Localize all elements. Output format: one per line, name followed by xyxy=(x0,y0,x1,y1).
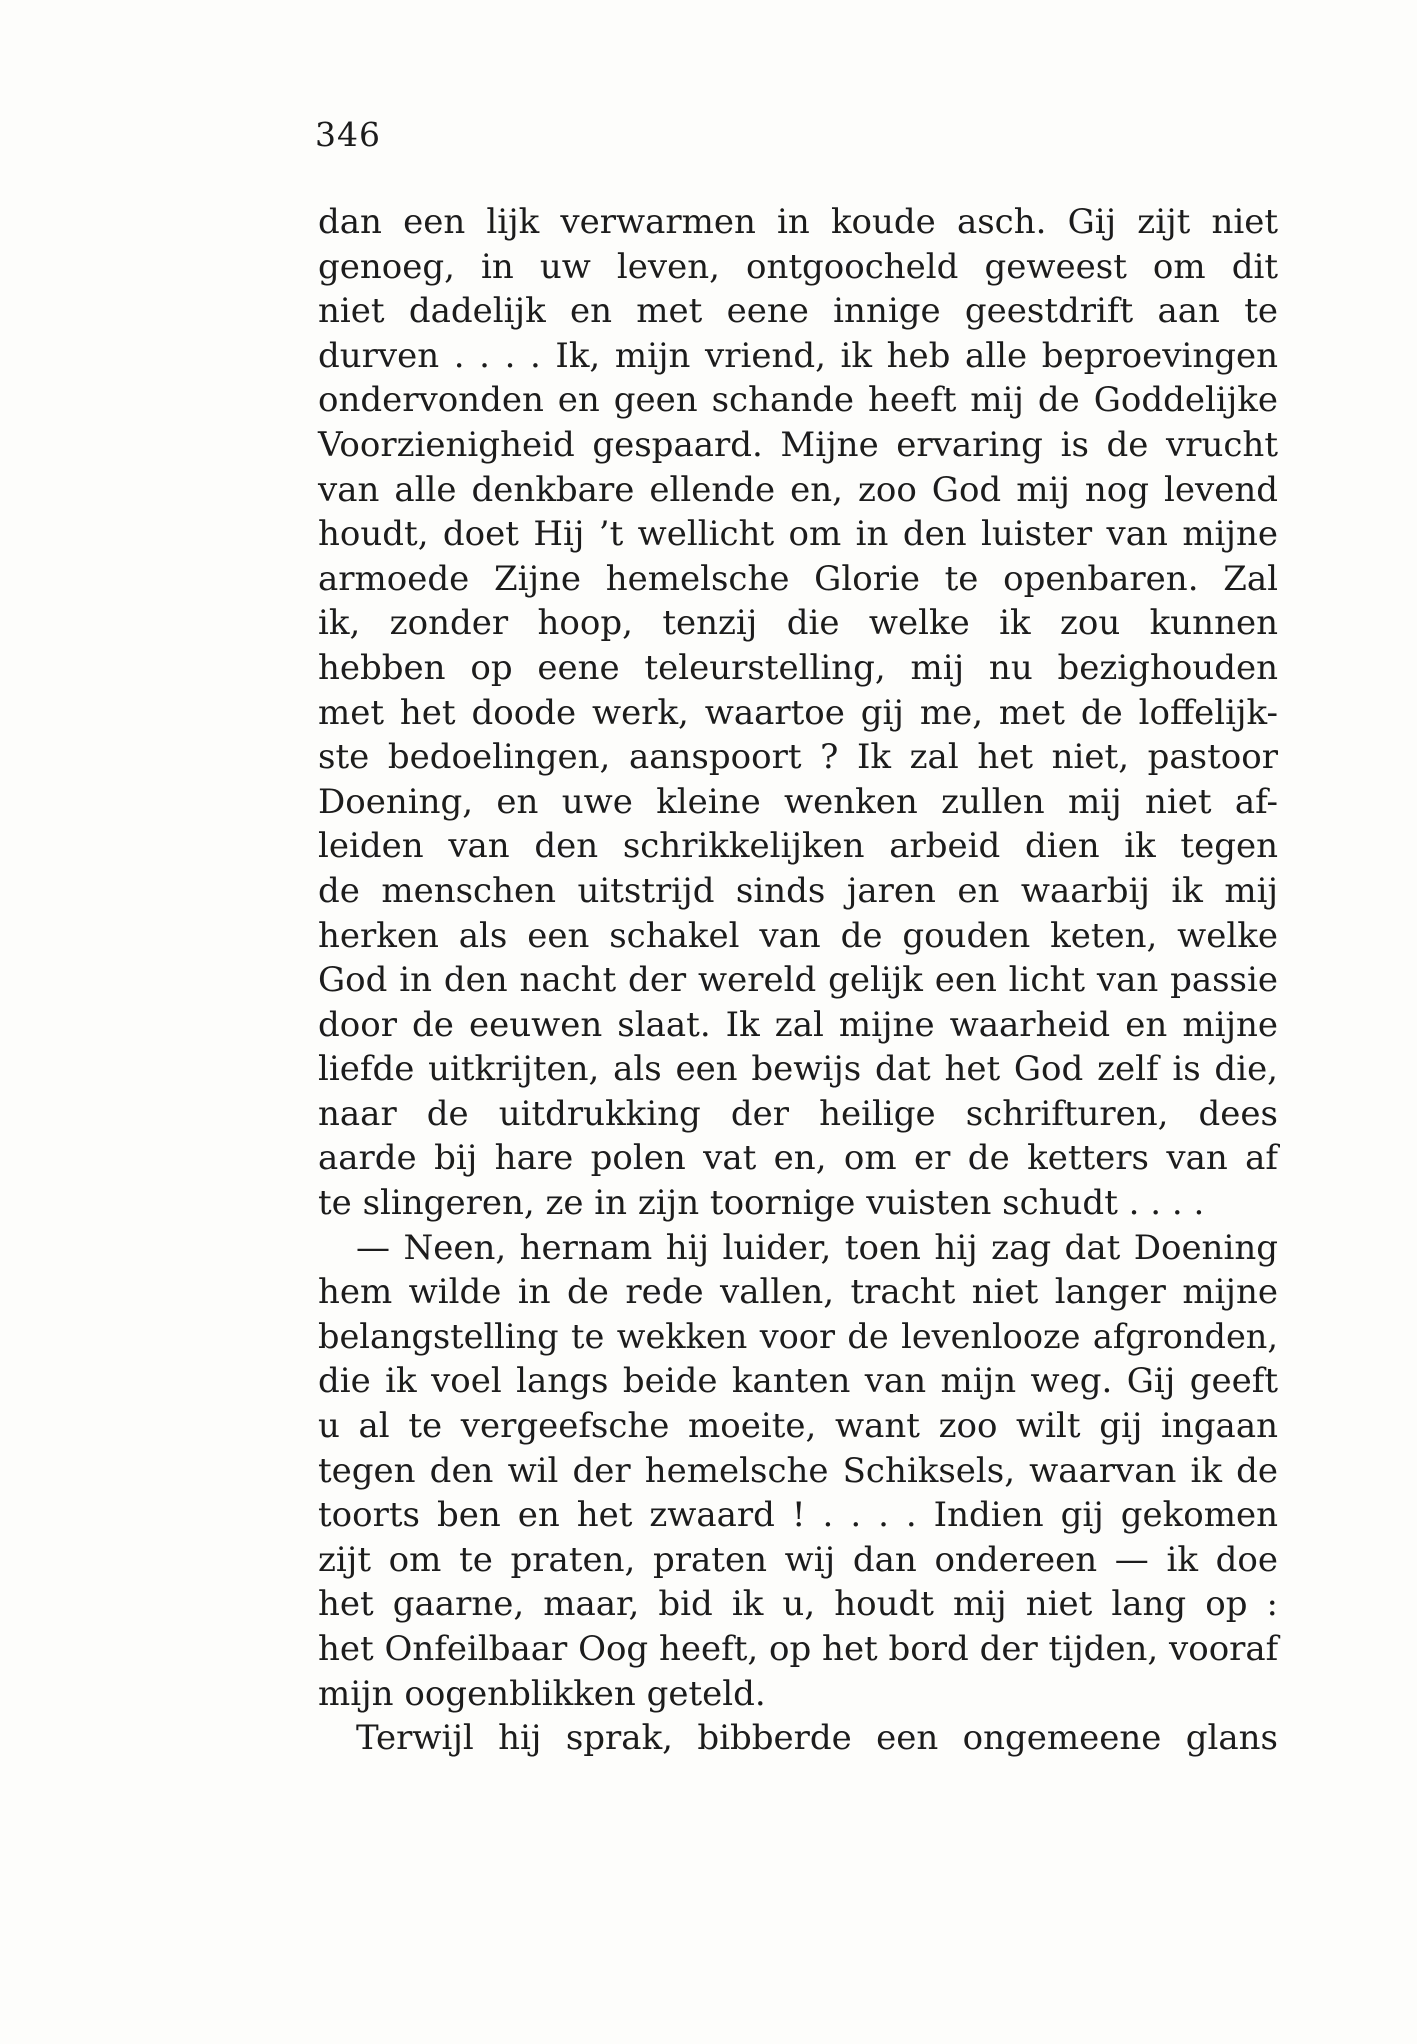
text-line: Doening, en uwe kleine wenken zullen mij niet af- xyxy=(318,781,1278,822)
text-line: liefde uitkrijten, als een bewijs dat het God zelf is die, xyxy=(318,1049,1278,1090)
text-line: de menschen uitstrijd sinds jaren en waarbij ik mij xyxy=(318,870,1278,911)
text-line: herken als een schakel van de gouden keten, welke xyxy=(318,915,1278,956)
text-line: tegen den wil der hemelsche Schiksels, waarvan ik de xyxy=(318,1450,1278,1491)
text-line: houdt, doet Hij ’t wellicht om in den luister van mijne xyxy=(318,514,1278,555)
text-line: hem wilde in de rede vallen, tracht niet langer mijne xyxy=(318,1272,1278,1313)
text-line: Terwijl hij sprak, bibberde een ongemeene glans xyxy=(356,1718,1278,1759)
page-number: 346 xyxy=(315,115,381,154)
text-line: hebben op eene teleurstelling, mij nu bezighouden xyxy=(318,647,1278,688)
text-line: ste bedoelingen, aanspoort ? Ik zal het niet, pastoor xyxy=(318,737,1278,778)
text-line: niet dadelijk en met eene innige geestdrift aan te xyxy=(318,291,1278,332)
text-line: genoeg, in uw leven, ontgoocheld geweest om dit xyxy=(318,246,1278,287)
body-text xyxy=(318,200,1278,1761)
text-line: dan een lijk verwarmen in koude asch. Gij zijt niet xyxy=(318,202,1278,242)
text-line: u al te vergeefsche moeite, want zoo wilt gij ingaan xyxy=(318,1406,1278,1447)
text-line: te slingeren, ze in zijn toornige vuisten schudt . . . . xyxy=(318,1183,1205,1224)
text-line: het gaarne, maar, bid ik u, houdt mij niet lang op : xyxy=(318,1584,1278,1625)
text-line: Voorzienigheid gespaard. Mijne ervaring is de vrucht xyxy=(318,424,1278,465)
text-line: belangstelling te wekken voor de levenlooze afgronden, xyxy=(318,1316,1278,1356)
text-line: God in den nacht der wereld gelijk een licht van passie xyxy=(318,960,1278,1001)
text-line: mijn oogenblikken geteld. xyxy=(318,1673,766,1714)
text-line: durven . . . . Ik, mijn vriend, ik heb alle beproevingen xyxy=(318,335,1278,376)
text-line: van alle denkbare ellende en, zoo God mij nog levend xyxy=(318,469,1278,510)
text-line: door de eeuwen slaat. Ik zal mijne waarheid en mijne xyxy=(318,1004,1278,1045)
text-line: het Onfeilbaar Oog heeft, op het bord der tijden, vooraf xyxy=(318,1629,1279,1669)
text-line: ondervonden en geen schande heeft mij de Goddelijke xyxy=(318,380,1278,421)
text-line: armoede Zijne hemelsche Glorie te openbaren. Zal xyxy=(318,558,1278,599)
text-line: ik, zonder hoop, tenzij die welke ik zou kunnen xyxy=(318,603,1278,644)
text-line: naar de uitdrukking der heilige schrifturen, dees xyxy=(318,1093,1278,1134)
text-line: met het doode werk, waartoe gij me, met de loffelijk- xyxy=(318,692,1278,733)
text-line: die ik voel langs beide kanten van mijn weg. Gij geeft xyxy=(318,1361,1278,1402)
text-line: toorts ben en het zwaard ! . . . . Indien gij gekomen xyxy=(318,1495,1278,1536)
text-line: aarde bij hare polen vat en, om er de ketters van af xyxy=(318,1138,1278,1179)
text-line: zijt om te praten, praten wij dan ondereen — ik doe xyxy=(318,1539,1278,1580)
text-line: — Neen, hernam hij luider, toen hij zag dat Doening xyxy=(356,1227,1278,1268)
text-line: leiden van den schrikkelijken arbeid dien ik tegen xyxy=(318,826,1278,867)
